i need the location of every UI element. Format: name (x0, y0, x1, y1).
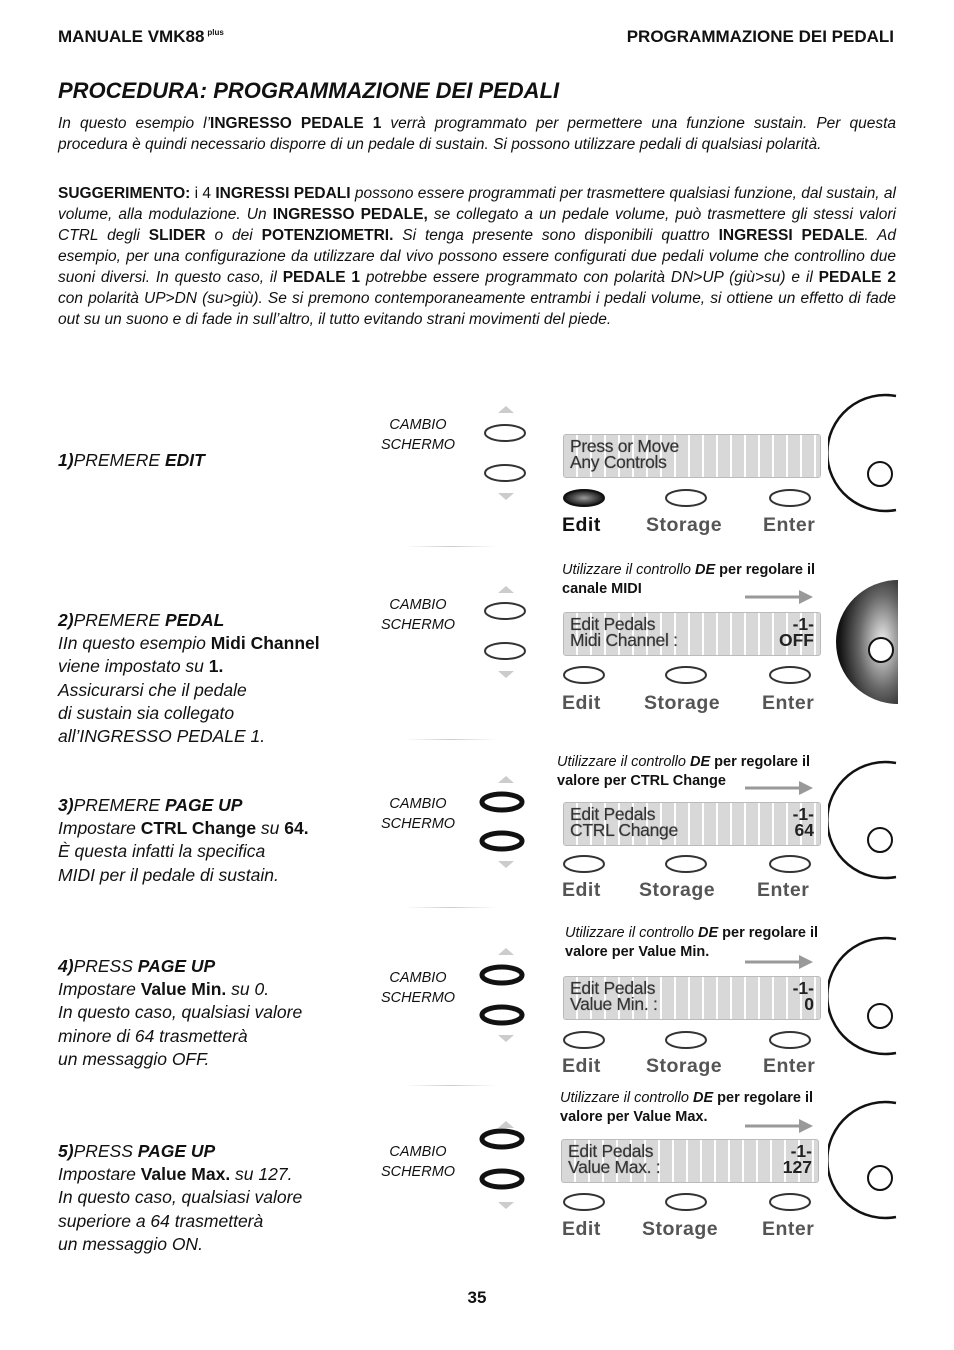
edit-button (564, 856, 604, 872)
arrow-right-icon (743, 1116, 815, 1136)
arrow-right-icon (743, 587, 815, 607)
panel-buttons-1 (560, 487, 820, 509)
arrow-down-icon (498, 671, 514, 678)
lcd-value-1: -1- (792, 978, 814, 998)
page-down-button (485, 643, 525, 659)
lcd-line-1: Edit Pedals (568, 1141, 654, 1161)
storage-label: Storage (644, 692, 721, 714)
storage-button (666, 856, 706, 872)
data-entry-wheel-1 (828, 393, 898, 523)
panel-buttons-4 (560, 1029, 820, 1051)
page-title: PROCEDURA: PROGRAMMAZIONE DEI PEDALI (58, 78, 560, 103)
arrow-down-icon (498, 493, 514, 500)
enter-label: Enter (763, 1055, 816, 1077)
running-header-right: PROGRAMMAZIONE DEI PEDALI (626, 27, 894, 46)
arrow-up-icon (498, 586, 514, 593)
storage-label: Storage (642, 1218, 719, 1240)
lcd-line-2: Value Min. : (570, 994, 658, 1014)
data-entry-wheel-2-active (832, 578, 898, 708)
page-buttons-3 (478, 773, 534, 873)
lcd-line-2: Value Max. : (568, 1157, 661, 1177)
cambio-schermo-label: CAMBIO SCHERMO (380, 1144, 456, 1180)
lcd-line-1: Edit Pedals (570, 978, 656, 998)
data-entry-wheel-4 (828, 936, 898, 1066)
edit-label: Edit (562, 1218, 601, 1240)
data-entry-wheel-3 (828, 760, 898, 890)
page-down-button (482, 833, 522, 849)
arrow-right-icon (743, 952, 815, 972)
step-1-text: 1)PREMERE EDIT (58, 450, 205, 470)
storage-button (666, 1194, 706, 1210)
page-up-button-pressed (482, 1131, 522, 1147)
page-buttons-5 (478, 1118, 534, 1218)
lcd-display-1 (563, 434, 821, 478)
storage-button (666, 667, 706, 683)
lcd-display-4 (563, 976, 821, 1020)
arrow-up-icon (498, 1121, 514, 1128)
cambio-schermo-label: CAMBIO SCHERMO (380, 796, 456, 832)
enter-button (770, 490, 810, 506)
lcd-value-2: OFF (779, 630, 814, 650)
edit-button (564, 667, 604, 683)
edit-button-pressed (564, 490, 604, 506)
enter-button (770, 856, 810, 872)
storage-label: Storage (646, 514, 723, 536)
cambio-schermo-label: CAMBIO SCHERMO (380, 597, 456, 633)
enter-label: Enter (757, 879, 810, 901)
arrow-up-icon (498, 406, 514, 413)
lcd-line-1: Edit Pedals (570, 804, 656, 824)
page-up-button-pressed (482, 794, 522, 810)
separator (405, 546, 497, 547)
note-3: Utilizzare il controllo DE per regolare il valore per CTRL Change (557, 754, 811, 789)
separator (405, 1085, 497, 1086)
edit-label: Edit (562, 879, 601, 901)
page-down-button (482, 1171, 522, 1187)
page-buttons-1 (478, 403, 534, 503)
lcd-line-2: Midi Channel : (570, 630, 678, 650)
note-2: Utilizzare il controllo DE per regolare il canale MIDI (562, 562, 816, 597)
enter-button (770, 1032, 810, 1048)
step-3-text: 3)PREMERE PAGE UP Impostare CTRL Change su 64. È questa infatti la specifica MIDI per il pedale di sustain. (58, 795, 309, 885)
note-5: Utilizzare il controllo DE per regolare il valore per Value Max. (560, 1090, 814, 1125)
enter-label: Enter (763, 514, 816, 536)
page-buttons-2 (478, 583, 534, 683)
note-4: Utilizzare il controllo DE per regolare il valore per Value Min. (565, 925, 819, 960)
step-2-text: 2)PREMERE PEDAL IIn questo esempio Midi Channel viene impostato su 1. Assicurarsi che il pedale di sustain sia collegato all’INGRESSO PEDALE 1. (58, 610, 320, 747)
hint-paragraph: SUGGERIMENTO: i 4 INGRESSI PEDALI possono essere programmati per trasmettere qualsiasi funzione, dal sustain, al volume, alla modulazione. Un INGRESSO PEDALE, se collegato a un pedale volume, può trasmettere gli stessi valori CTRL degli SLIDER o dei POTENZIOMETRI. Si tenga presente sono disponibili quattro INGRESSI PEDALE. Ad esempio, per una configurazione da utilizzare dal vivo possono essere configurati due pedali volume che controllino due suoni diversi. In questo caso, il PEDALE 1 potrebbe essere programmato con polarità DN>UP (giù>su) e il PEDALE 2 con polarità UP>DN (su>giù). Se si premono contemporaneamente entrambi i pedali volume, si ottiene un effetto di fade out su un suono e di fade in sull’altro, il tutto evitando strani movimenti del piede. (58, 185, 897, 328)
running-header-left: MANUALE VMK88 $^{plus}$ (58, 27, 224, 46)
storage-button (666, 490, 706, 506)
lcd-display-5 (561, 1139, 819, 1183)
header-superscript: plus (207, 28, 224, 38)
lcd-value-2: 64 (794, 820, 814, 840)
panel-buttons-5 (560, 1191, 820, 1213)
panel-buttons-3 (560, 853, 820, 875)
lcd-value-1: -1- (790, 1141, 812, 1161)
page-buttons-4 (478, 945, 534, 1045)
page-down-button (482, 1007, 522, 1023)
lcd-display-3 (563, 802, 821, 846)
page-up-button (485, 603, 525, 619)
lcd-line-1: Edit Pedals (570, 614, 656, 634)
edit-button (564, 1194, 604, 1210)
lcd-value-2: 0 (804, 994, 814, 1014)
enter-button (770, 667, 810, 683)
lcd-value-1: -1- (792, 614, 814, 634)
step-5-text: 5)PRESS PAGE UP Impostare Value Max. su 127. In questo caso, qualsiasi valore superiore a 64 trasmetterà un messaggio ON. (58, 1141, 303, 1254)
cambio-schermo-label: CAMBIO SCHERMO (380, 970, 456, 1006)
page-number: 35 (467, 1288, 487, 1307)
data-entry-wheel-5 (828, 1100, 898, 1230)
edit-label: Edit (562, 1055, 601, 1077)
enter-label: Enter (762, 692, 815, 714)
page-up-button-pressed (482, 967, 522, 983)
page-down-button (485, 465, 525, 481)
lcd-line-2: Any Controls (570, 452, 667, 472)
storage-label: Storage (639, 879, 716, 901)
lcd-display-2 (563, 612, 821, 656)
lcd-value-1: -1- (792, 804, 814, 824)
separator (405, 739, 497, 740)
enter-label: Enter (762, 1218, 815, 1240)
panel-buttons-2 (560, 664, 820, 686)
arrow-up-icon (498, 948, 514, 955)
cambio-schermo-label: CAMBIO SCHERMO (380, 417, 456, 453)
edit-label: Edit (562, 692, 601, 714)
lcd-line-1: Press or Move (570, 436, 679, 456)
arrow-up-icon (498, 776, 514, 783)
step-4-text: 4)PRESS PAGE UP Impostare Value Min. su 0. In questo caso, qualsiasi valore minore di 64 trasmetterà un messaggio OFF. (58, 956, 303, 1069)
intro-paragraph: In questo esempio l’INGRESSO PEDALE 1 verrà programmato per permettere una funzione sustain. Per questa procedura è quindi necessario disporre di un pedale di sustain. Si possono utilizzare pedali di qualsiasi polarità. (58, 115, 896, 153)
lcd-value-2: 127 (782, 1157, 812, 1177)
arrow-down-icon (498, 1035, 514, 1042)
lcd-line-2: CTRL Change (570, 820, 678, 840)
arrow-down-icon (498, 1202, 514, 1209)
edit-button (564, 1032, 604, 1048)
edit-label: Edit (562, 514, 601, 536)
enter-button (770, 1194, 810, 1210)
storage-label: Storage (646, 1055, 723, 1077)
arrow-right-icon (743, 778, 815, 798)
separator (405, 907, 497, 908)
storage-button (666, 1032, 706, 1048)
arrow-down-icon (498, 861, 514, 868)
page-up-button (485, 425, 525, 441)
